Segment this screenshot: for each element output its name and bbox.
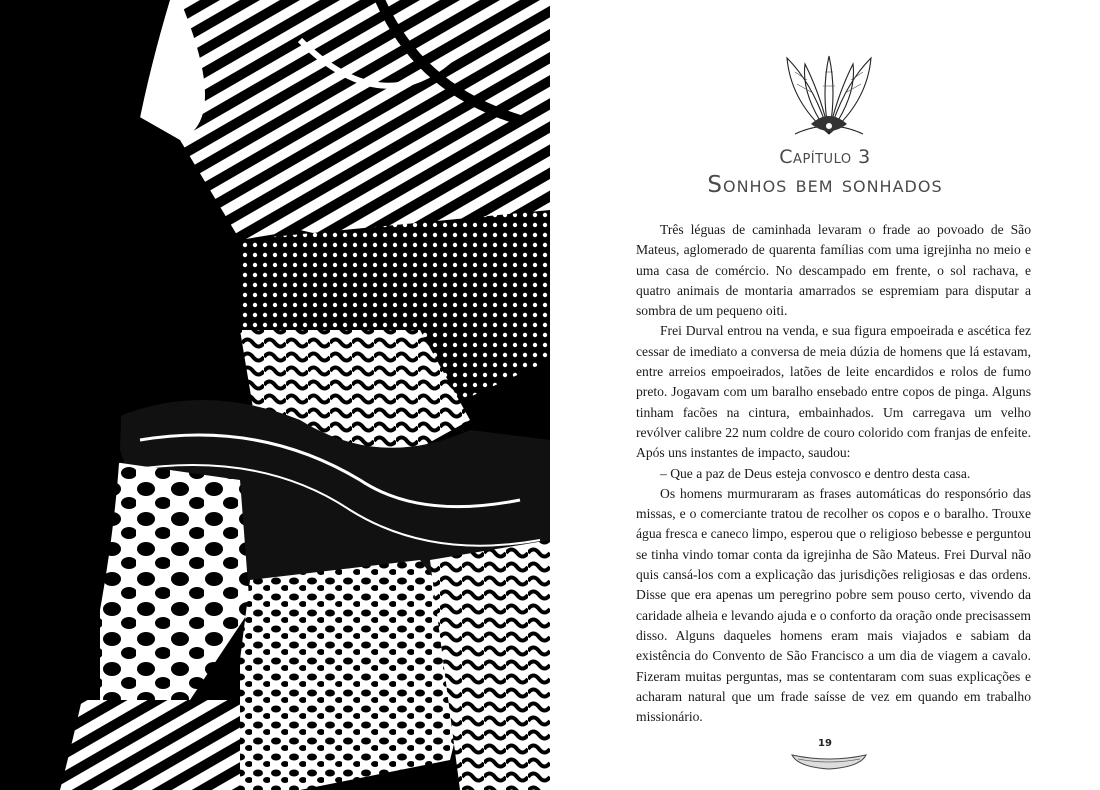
paragraph: – Que a paz de Deus esteja convosco e dentro desta casa. (660, 465, 971, 481)
chapter-title: Sonhos bem sonhados (707, 172, 943, 198)
chapter-label: Capítulo 3 (779, 146, 871, 168)
text-page (550, 0, 1100, 790)
paragraph: Os homens murmuraram as frases automáticas do responsório das missas, e o comerciante tratou de recolher os copos e o baralho. Trouxe água fresca e caneco limpo, esperou que o religioso bebesse e perguntou se tinha vindo tomar conta da igrejinha de São Mateus. Frei Durval não quis cansá-los com a explicação das jurisdições religiosas e das ordens. Disse que era apenas um peregrino pobre sem pouso certo, vivendo da caridade alheia e levando ajuda e o conforto da oração onde precisassem disso. Alguns daqueles homens eram mais viajados e sabiam da existência do Convento de São Francisco a um dia de viagem a cavalo. Fizeram muitas perguntas, mas se contentaram com suas explicações e acharam natural que um frade saísse de vez em quando em trabalho missionário. (636, 485, 1031, 725)
boat-ornament-icon (790, 751, 868, 771)
page-number: 19 (818, 738, 832, 749)
paragraph: Três léguas de caminhada levaram o frade ao povoado de São Mateus, aglomerado de quarenta famílias com uma igrejinha no meio e uma casa de comércio. No descampado em frente, o sol rachava, e quatro animais de montaria amarrados se espremiam para disputar a sombra de um pequeno oiti. (636, 222, 1031, 319)
paragraph: Frei Durval entrou na venda, e sua figura empoeirada e ascética fez cessar de imediato a conversa de meia dúzia de homens que lá estavam, entre arreios empoeirados, latões de leite encardidos e rolos de fumo preto. Jogavam com um baralho ensebado entre copos de pinga. Alguns tinham facões na cintura, embainhados. Um carregava um velho revólver calibre 22 num coldre de couro colorido com franjas de enfeite. Após uns instantes de impacto, saudou: (636, 323, 1031, 461)
chapter-body (636, 220, 1031, 727)
feather-ornament-icon (781, 52, 877, 146)
